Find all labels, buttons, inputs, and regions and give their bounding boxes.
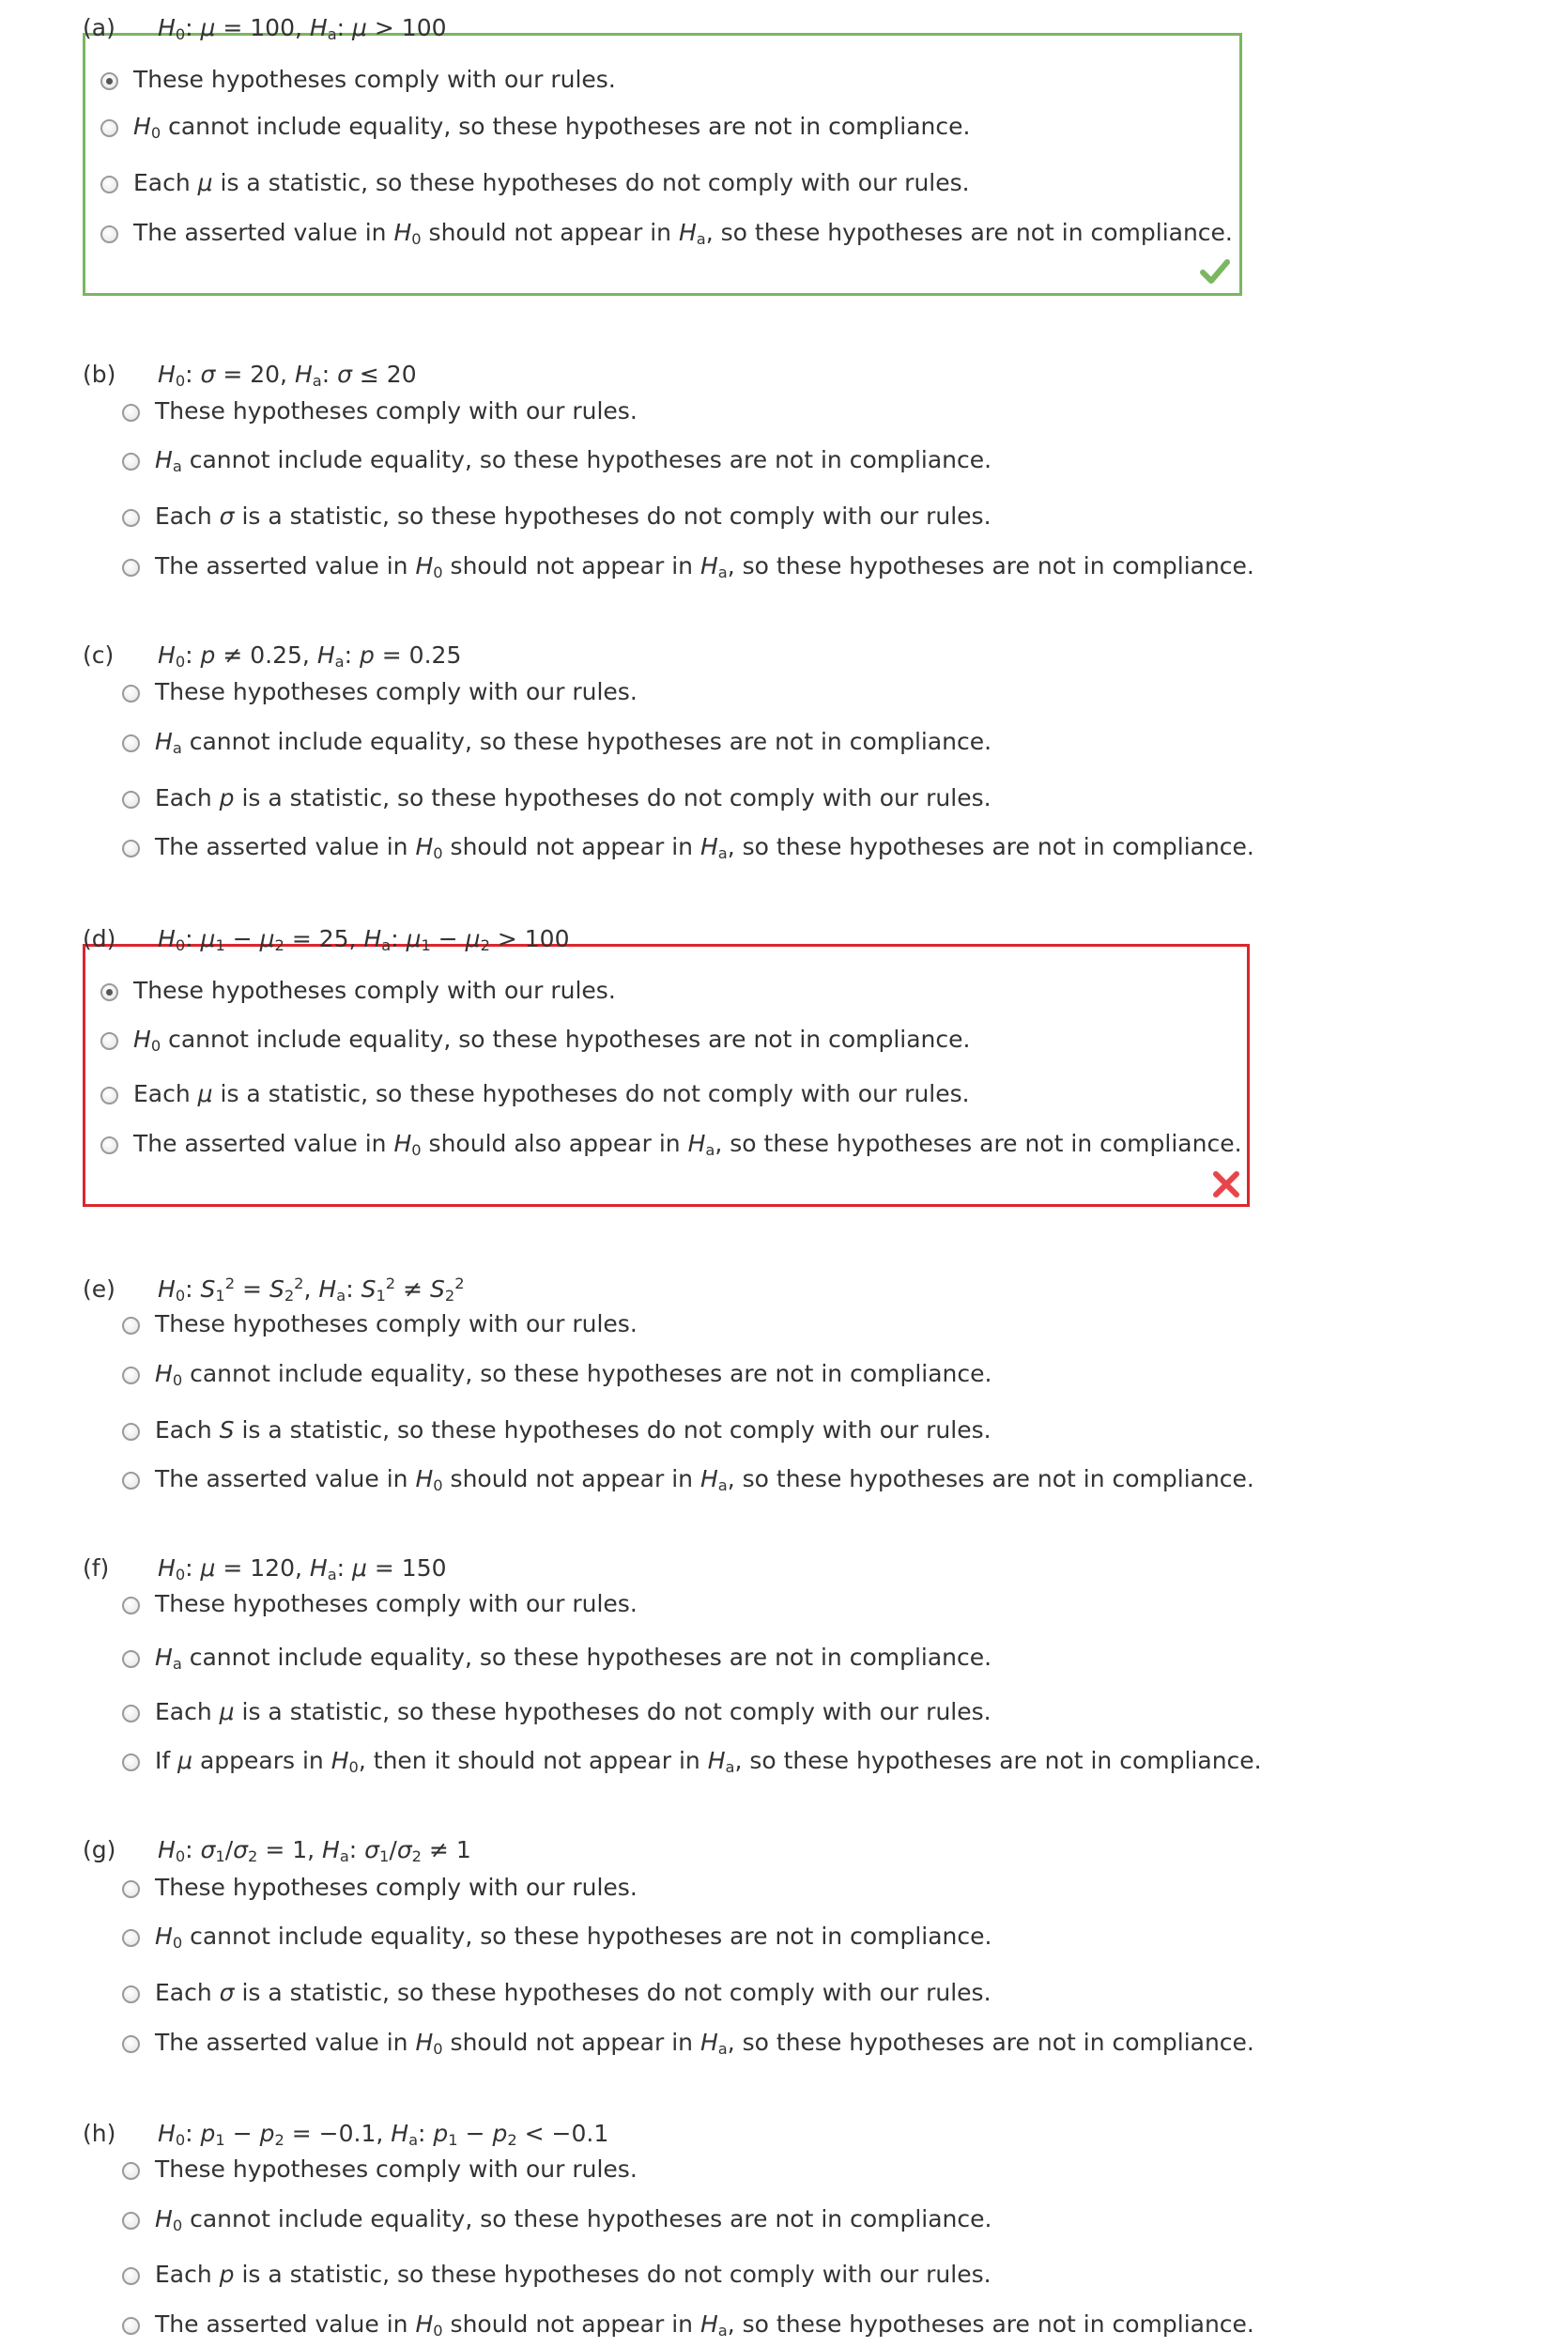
- radio-button[interactable]: [122, 1929, 140, 1947]
- cross-icon: [1211, 1169, 1241, 1199]
- answer-option-label: These hypotheses comply with our rules.: [155, 1590, 638, 1617]
- question-label: (f): [83, 1554, 110, 1582]
- radio-button[interactable]: [122, 559, 140, 577]
- question-header: [83, 925, 569, 954]
- radio-button[interactable]: [122, 685, 140, 703]
- answer-option-label: The asserted value in $H_0$ should not appear in $H_a$, so these hypotheses are not in compliance.: [155, 1465, 1254, 1495]
- answer-option-label: These hypotheses comply with our rules.: [155, 678, 638, 705]
- radio-button[interactable]: [122, 1705, 140, 1722]
- hypothesis-statement: $H_0$: μ = 120, $H_a$: μ = 150: [158, 1554, 447, 1584]
- radio-button[interactable]: [122, 1472, 140, 1490]
- answer-option-label: Each μ is a statistic, so these hypotheses do not comply with our rules.: [133, 1080, 970, 1107]
- answer-option-label: These hypotheses comply with our rules.: [155, 1874, 638, 1901]
- radio-button-selected[interactable]: [100, 983, 118, 1001]
- radio-button[interactable]: [100, 1136, 118, 1154]
- hypothesis-statement: $H_0$: p ≠ 0.25, $H_a$: p = 0.25: [158, 641, 462, 672]
- question-label: (g): [83, 1836, 116, 1863]
- radio-button[interactable]: [122, 1367, 140, 1384]
- hypothesis-statement: $H_0$: μ = 100, $H_a$: μ > 100: [158, 14, 447, 44]
- answer-option-label: Each σ is a statistic, so these hypotheses do not comply with our rules.: [155, 1979, 992, 2006]
- radio-button[interactable]: [122, 1880, 140, 1898]
- answer-option-label: Each S is a statistic, so these hypotheses do not comply with our rules.: [155, 1416, 992, 1444]
- radio-button[interactable]: [122, 453, 140, 471]
- question-label: (e): [83, 1274, 115, 1303]
- answer-option-label: $H_0$ cannot include equality, so these hypotheses are not in compliance.: [133, 1026, 971, 1056]
- answer-option-label: $H_a$ cannot include equality, so these hypotheses are not in compliance.: [155, 728, 992, 758]
- hypothesis-statement: $H_0$: $p_1 - p_2 = -0.1$, $H_a$: $p_1 - p_2 < -0.1$: [158, 2120, 609, 2150]
- answer-option-label: $H_0$ cannot include equality, so these hypotheses are not in compliance.: [155, 2205, 992, 2235]
- radio-button[interactable]: [100, 225, 118, 243]
- question-label: (h): [83, 2120, 116, 2147]
- radio-button[interactable]: [122, 2267, 140, 2285]
- radio-button-selected[interactable]: [100, 72, 118, 90]
- radio-button[interactable]: [122, 2212, 140, 2230]
- answer-option-label: Each σ is a statistic, so these hypotheses do not comply with our rules.: [155, 502, 992, 530]
- question-header: [83, 361, 417, 390]
- answer-option-label: $H_0$ cannot include equality, so these hypotheses are not in compliance.: [155, 1923, 992, 1953]
- hypothesis-statement: $H_0$: $\sigma_1/\sigma_2 = 1$, $H_a$: $\sigma_1/\sigma_2 \ne 1$: [158, 1836, 471, 1866]
- radio-button[interactable]: [122, 1985, 140, 2003]
- question-header: [83, 1554, 447, 1583]
- radio-button[interactable]: [122, 2317, 140, 2335]
- radio-button[interactable]: [122, 404, 140, 422]
- checkmark-icon: [1200, 256, 1230, 286]
- radio-button[interactable]: [122, 1317, 140, 1335]
- radio-button[interactable]: [122, 1423, 140, 1441]
- answer-option-label: $H_0$ cannot include equality, so these hypotheses are not in compliance.: [155, 1360, 992, 1390]
- radio-button[interactable]: [100, 1032, 118, 1050]
- answer-option-label: These hypotheses comply with our rules.: [155, 1310, 638, 1337]
- radio-button[interactable]: [122, 1650, 140, 1668]
- answer-option-label: The asserted value in $H_0$ should not appear in $H_a$, so these hypotheses are not in compliance.: [133, 219, 1233, 249]
- radio-button[interactable]: [122, 509, 140, 527]
- question-label: (b): [83, 361, 116, 388]
- radio-button[interactable]: [122, 840, 140, 857]
- answer-option-label: The asserted value in $H_0$ should also appear in $H_a$, so these hypotheses are not in compliance.: [133, 1130, 1242, 1160]
- question-header: [83, 1274, 465, 1305]
- hypothesis-statement: $H_0$: σ = 20, $H_a$: σ ≤ 20: [158, 361, 417, 391]
- radio-button[interactable]: [122, 1753, 140, 1771]
- radio-button[interactable]: [100, 119, 118, 137]
- answer-option-label: Each μ is a statistic, so these hypotheses do not comply with our rules.: [155, 1698, 992, 1725]
- radio-button[interactable]: [122, 2162, 140, 2180]
- question-header: [83, 641, 461, 671]
- hypothesis-statement: $H_0$: $S_1^2 = S_2^2$, $H_a$: $S_1^2 \ne S_2^2$: [158, 1274, 465, 1305]
- answer-option-label: These hypotheses comply with our rules.: [155, 2155, 638, 2183]
- radio-button[interactable]: [122, 1597, 140, 1614]
- radio-button[interactable]: [122, 734, 140, 752]
- answer-option-label: These hypotheses comply with our rules.: [155, 397, 638, 425]
- question-label: (c): [83, 641, 115, 669]
- question-header: [83, 2120, 608, 2149]
- answer-option-label: Each p is a statistic, so these hypotheses do not comply with our rules.: [155, 2261, 992, 2288]
- radio-button[interactable]: [122, 2035, 140, 2053]
- question-header: [83, 1836, 471, 1865]
- answer-option-label: These hypotheses comply with our rules.: [133, 66, 616, 93]
- answer-option-label: Each p is a statistic, so these hypotheses do not comply with our rules.: [155, 784, 992, 811]
- answer-option-label: $H_a$ cannot include equality, so these hypotheses are not in compliance.: [155, 1644, 992, 1674]
- answer-option-label: Each μ is a statistic, so these hypotheses do not comply with our rules.: [133, 169, 970, 196]
- hypothesis-statement: $H_0$: $\mu_1 - \mu_2 = 25$, $H_a$: $\mu_1 - \mu_2 > 100$: [158, 925, 570, 955]
- question-label: (a): [83, 14, 115, 41]
- radio-button[interactable]: [122, 791, 140, 809]
- answer-option-label: If μ appears in $H_0$, then it should not appear in $H_a$, so these hypotheses are not in compliance.: [155, 1747, 1262, 1777]
- question-label: (d): [83, 925, 116, 952]
- answer-option-label: The asserted value in $H_0$ should not appear in $H_a$, so these hypotheses are not in compliance.: [155, 2310, 1254, 2340]
- question-header: [83, 14, 447, 43]
- answer-option-label: $H_a$ cannot include equality, so these hypotheses are not in compliance.: [155, 446, 992, 476]
- answer-option-label: The asserted value in $H_0$ should not appear in $H_a$, so these hypotheses are not in compliance.: [155, 2029, 1254, 2059]
- answer-option-label: The asserted value in $H_0$ should not appear in $H_a$, so these hypotheses are not in compliance.: [155, 552, 1254, 582]
- answer-option-label: $H_0$ cannot include equality, so these hypotheses are not in compliance.: [133, 113, 971, 143]
- answer-option-label: These hypotheses comply with our rules.: [133, 977, 616, 1004]
- radio-button[interactable]: [100, 1087, 118, 1104]
- radio-button[interactable]: [100, 176, 118, 193]
- answer-option-label: The asserted value in $H_0$ should not appear in $H_a$, so these hypotheses are not in compliance.: [155, 833, 1254, 863]
